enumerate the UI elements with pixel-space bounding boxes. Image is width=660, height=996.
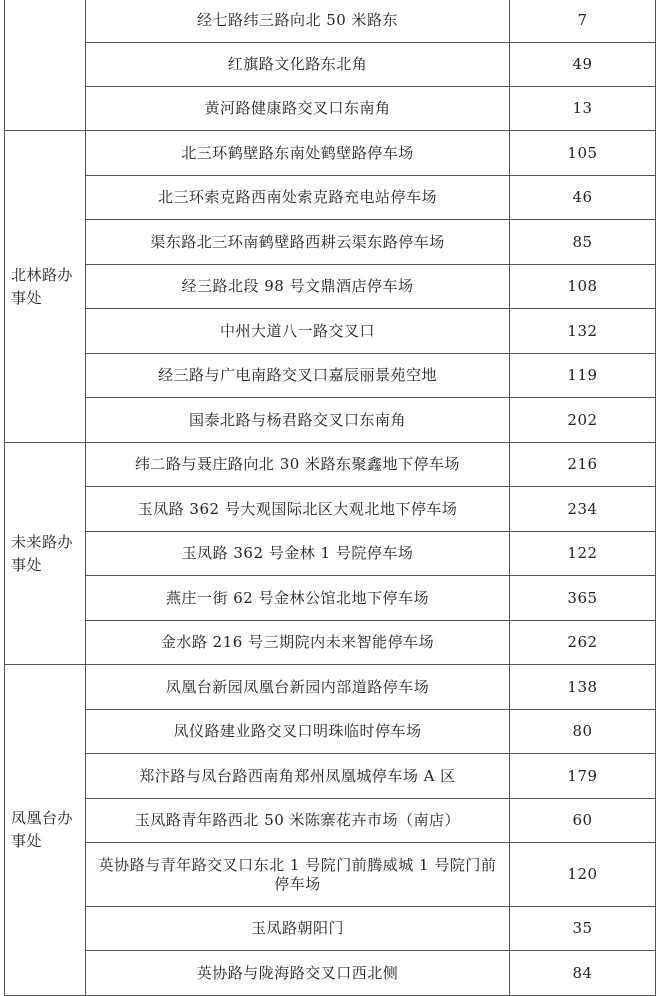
location-cell: 红旗路文化路东北角 — [86, 43, 510, 87]
table-row — [5, 398, 656, 443]
table-row — [5, 843, 656, 907]
district-label: 未来路办事处 — [11, 532, 74, 574]
table-row — [5, 754, 656, 799]
table-row — [5, 265, 656, 309]
location-cell: 经三路北段 98 号文鼎酒店停车场 — [86, 265, 510, 309]
location-cell: 经三路与广电南路交叉口嘉辰丽景苑空地 — [86, 354, 510, 398]
count-cell: 216 — [510, 443, 656, 487]
location-cell: 英协路与陇海路交叉口西北侧 — [86, 951, 510, 996]
count-cell: 49 — [510, 43, 656, 87]
count-cell: 120 — [510, 843, 656, 907]
count-cell: 80 — [510, 710, 656, 754]
location-cell: 玉凤路青年路西北 50 米陈寨花卉市场（南店） — [86, 799, 510, 843]
count-cell: 234 — [510, 487, 656, 532]
table-row — [5, 87, 656, 131]
table-row — [5, 621, 656, 665]
count-cell: 365 — [510, 576, 656, 621]
count-cell: 262 — [510, 621, 656, 665]
table-row — [5, 951, 656, 996]
district-label: 北林路办事处 — [11, 265, 74, 307]
location-cell: 渠东路北三环南鹤壁路西耕云渠东路停车场 — [86, 220, 510, 265]
location-cell: 中州大道八一路交叉口 — [86, 309, 510, 354]
count-cell: 132 — [510, 309, 656, 354]
location-cell: 玉凤路朝阳门 — [86, 907, 510, 951]
table-body — [5, 0, 656, 996]
table-row — [5, 532, 656, 576]
count-cell: 108 — [510, 265, 656, 309]
district-cell — [5, 131, 86, 443]
location-cell: 凤仪路建业路交叉口明珠临时停车场 — [86, 710, 510, 754]
location-cell: 北三环鹤壁路东南处鹤壁路停车场 — [86, 131, 510, 176]
location-cell: 国泰北路与杨君路交叉口东南角 — [86, 398, 510, 443]
location-cell: 玉凤路 362 号大观国际北区大观北地下停车场 — [86, 487, 510, 532]
location-cell: 凤凰台新园凤凰台新园内部道路停车场 — [86, 665, 510, 710]
district-cell — [5, 665, 86, 996]
table-row — [5, 576, 656, 621]
parking-table — [4, 0, 656, 996]
table-row — [5, 220, 656, 265]
count-cell: 60 — [510, 799, 656, 843]
count-cell: 7 — [510, 0, 656, 43]
count-cell: 84 — [510, 951, 656, 996]
location-cell — [86, 843, 510, 907]
count-cell: 13 — [510, 87, 656, 131]
table-row — [5, 0, 656, 43]
count-cell: 105 — [510, 131, 656, 176]
count-cell: 122 — [510, 532, 656, 576]
location-cell: 燕庄一街 62 号金林公馆北地下停车场 — [86, 576, 510, 621]
table-row — [5, 131, 656, 176]
count-cell: 119 — [510, 354, 656, 398]
location-cell: 纬二路与聂庄路向北 30 米路东聚鑫地下停车场 — [86, 443, 510, 487]
location-cell: 金水路 216 号三期院内未来智能停车场 — [86, 621, 510, 665]
location-cell: 黄河路健康路交叉口东南角 — [86, 87, 510, 131]
table-row — [5, 309, 656, 354]
location-cell: 经七路纬三路向北 50 米路东 — [86, 0, 510, 43]
table-row — [5, 487, 656, 532]
table-row — [5, 665, 656, 710]
location-cell: 郑汴路与凤台路西南角郑州凤凰城停车场 A 区 — [86, 754, 510, 799]
count-cell: 179 — [510, 754, 656, 799]
count-cell: 85 — [510, 220, 656, 265]
count-cell: 35 — [510, 907, 656, 951]
district-cell — [5, 443, 86, 665]
district-label: 凤凰台办事处 — [11, 809, 74, 850]
count-cell: 46 — [510, 176, 656, 220]
district-cell — [5, 0, 86, 131]
count-cell: 138 — [510, 665, 656, 710]
count-cell: 202 — [510, 398, 656, 443]
location-cell: 玉凤路 362 号金林 1 号院停车场 — [86, 532, 510, 576]
table-row — [5, 907, 656, 951]
table-row — [5, 43, 656, 87]
location-cell: 北三环索克路西南处索克路充电站停车场 — [86, 176, 510, 220]
table-row — [5, 799, 656, 843]
location-text: 英协路与青年路交叉口东北 1 号院门前腾威城 1 号院门前停车场 — [98, 855, 497, 893]
table-row — [5, 710, 656, 754]
table-row — [5, 354, 656, 398]
table-row — [5, 443, 656, 487]
table-row — [5, 176, 656, 220]
